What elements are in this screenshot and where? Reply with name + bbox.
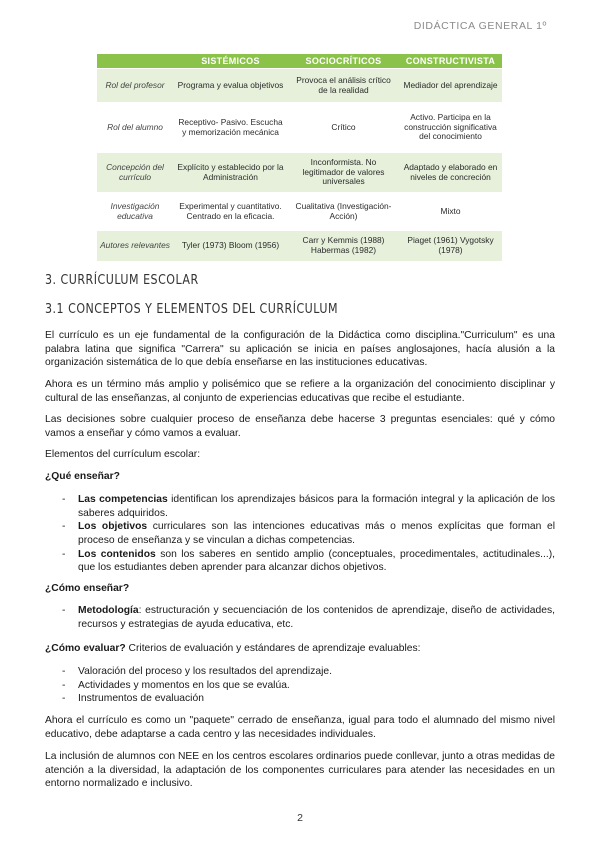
list-term: Los objetivos	[78, 521, 148, 533]
table-cell: Tyler (1973) Bloom (1956)	[173, 231, 288, 261]
paragraph-inclusion	[45, 750, 555, 791]
table-row	[97, 69, 502, 103]
table-cell: Activo. Participa en la construcción significativa del conocimiento	[399, 103, 502, 153]
column-header-sistemicos: SISTÉMICOS	[173, 54, 288, 69]
list-item: - Actividades y momentos en los que se evalúa.	[45, 679, 555, 693]
question-how-heading	[45, 582, 555, 596]
row-label: Concepción del currículo	[97, 153, 173, 193]
what-to-teach-list	[45, 493, 555, 575]
subsection-heading: 3.1 CONCEPTOS Y ELEMENTOS DEL CURRÍCULUM	[45, 301, 339, 317]
paragraph-text: Las decisiones sobre cualquier proceso de enseñanza debe hacerse 3 preguntas esenciales: qué y cómo vamos a enseñar y cómo vamos a evaluar.	[45, 414, 555, 439]
table-cell: Experimental y cuantitativo. Centrado en la eficacia.	[173, 193, 288, 231]
paragraph-text: El currículo es un eje fundamental de la configuración de la Didáctica como disciplina."Curriculum" es una palabra latina que significa "Carrera" su aplicación se inicia en países anglosajones, hacía alusión a la organización sistemática de lo que debía enseñarse en las instituciones educativas.	[45, 330, 555, 369]
list-text: son los saberes en sentido amplio (conceptuales, procedimentales, actitudinales...), que los estudiantes deben aprender para alcanzar dichos objetivos.	[78, 548, 555, 574]
document-header-title: DIDÁCTICA GENERAL 1º	[413, 20, 547, 32]
table-cell: Crítico	[288, 103, 399, 153]
table-cell: Carr y Kemmis (1988) Habermas (1982)	[288, 231, 399, 261]
question-heading: ¿Cómo enseñar?	[45, 583, 130, 594]
paragraph-elements-intro	[45, 448, 555, 462]
paragraph-text: La inclusión de alumnos con NEE en los centros escolares ordinarios puede conllevar, junto a otras medidas de atención a la diversidad, la adaptación de los componentes curriculares para atender las necesidades en un entorno normalizado e inclusivo.	[45, 751, 555, 790]
paragraph-text: Ahora es un término más amplio y polisémico que se refiere a la organización del conocimiento disciplinar y cultural de las enseñanzas, al conjunto de experiencias educativas que recibe el estudiante.	[45, 379, 555, 404]
educational-models-table	[97, 54, 502, 261]
table-row	[97, 103, 502, 153]
paragraph-text: Criterios de evaluación y estándares de aprendizaje evaluables:	[125, 643, 421, 654]
row-label: Rol del profesor	[97, 69, 173, 103]
table-cell: Receptivo- Pasivo. Escucha y memorización mecánica	[173, 103, 288, 153]
list-item	[45, 520, 555, 547]
row-label: Rol del alumno	[97, 103, 173, 153]
section-heading: 3. CURRÍCULUM ESCOLAR	[45, 272, 199, 288]
list-text: identifican los aprendizajes básicos para la formación integral y la aplicación de los saberes adquiridos.	[78, 494, 555, 519]
question-evaluate-heading	[45, 642, 555, 656]
list-item	[45, 604, 555, 631]
paragraph-package	[45, 714, 555, 741]
question-heading: ¿Cómo evaluar?	[45, 643, 126, 654]
list-text: : estructuración y secuenciación de los contenidos de aprendizaje, diseño de actividades, recursos y estrategias de ayuda educativa, etc.	[78, 605, 555, 630]
table-cell: Provoca el análisis crítico de la realidad	[288, 69, 399, 103]
table-corner-cell	[97, 54, 173, 69]
evaluate-list	[45, 665, 555, 706]
paragraph-modern-definition	[45, 378, 555, 405]
list-term: Las competencias	[78, 494, 168, 505]
row-label: Autores relevantes	[97, 231, 173, 261]
paragraph-questions	[45, 413, 555, 440]
list-item	[45, 548, 555, 575]
list-text: curriculares son las intenciones educativas más o menos explícitas que forman el proceso de enseñanza y se vinculan a dichas competencias.	[78, 521, 555, 547]
list-term: Los contenidos	[78, 548, 156, 560]
table-cell: Cualitativa (Investigación-Acción)	[288, 193, 399, 231]
list-item: - Instrumentos de evaluación	[45, 692, 555, 706]
table-cell: Adaptado y elaborado en niveles de concreción	[399, 153, 502, 193]
paragraph-text: Ahora el currículo es como un "paquete" cerrado de enseñanza, igual para todo el alumnado del mismo nivel educativo, debe adaptarse a cada centro y las necesidades individuales.	[45, 715, 555, 740]
question-what-heading	[45, 470, 555, 484]
table-row	[97, 193, 502, 231]
table-cell: Inconformista. No legitimador de valores universales	[288, 153, 399, 193]
column-header-sociocriticos: SOCIOCRÍTICOS	[288, 54, 399, 69]
table-cell: Mixto	[399, 193, 502, 231]
table-header-row	[97, 54, 502, 69]
table-cell: Explícito y establecido por la Administración	[173, 153, 288, 193]
list-item: - Valoración del proceso y los resultados del aprendizaje.	[45, 665, 555, 679]
page-number: 2	[297, 812, 303, 824]
list-term: Metodología	[78, 605, 139, 616]
paragraph-definition	[45, 329, 555, 370]
list-item	[45, 493, 555, 520]
table-cell: Mediador del aprendizaje	[399, 69, 502, 103]
question-heading: ¿Qué enseñar?	[45, 471, 120, 482]
table-row	[97, 231, 502, 261]
table-cell: Programa y evalua objetivos	[173, 69, 288, 103]
table-row	[97, 153, 502, 193]
row-label: Investigación educativa	[97, 193, 173, 231]
how-to-teach-list	[45, 604, 555, 631]
table-cell: Piaget (1961) Vygotsky (1978)	[399, 231, 502, 261]
paragraph-text: Elementos del currículum escolar:	[45, 449, 201, 460]
column-header-constructivista: CONSTRUCTIVISTA	[399, 54, 502, 69]
